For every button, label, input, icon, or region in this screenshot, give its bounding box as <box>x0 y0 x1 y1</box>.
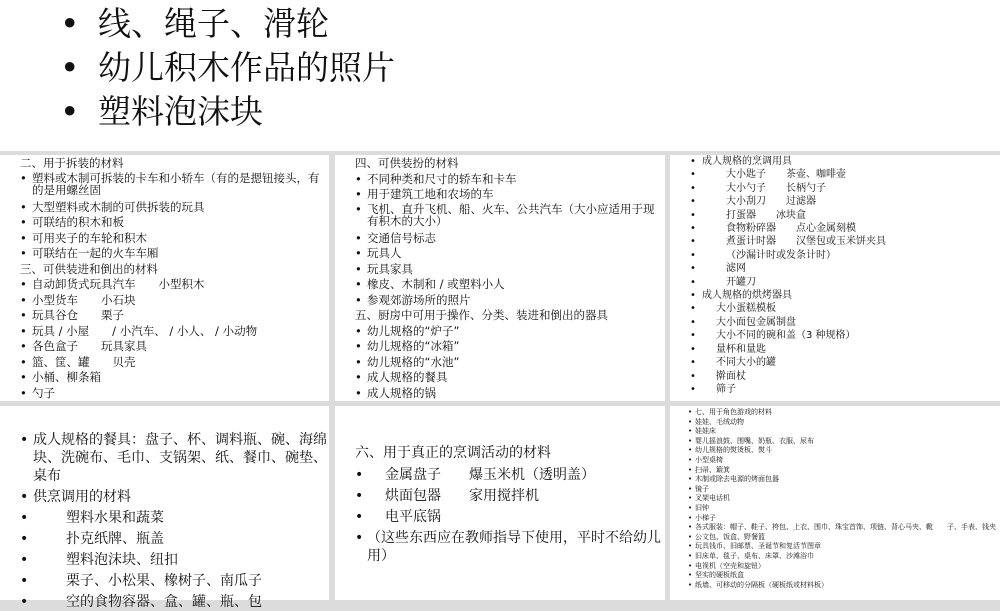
list-item: • 飞机、直升飞机、船、火车、公共汽车（大小应适用于现有积木的大小） <box>335 203 665 228</box>
list-item: • 自动卸货式玩具汽车 小型积木 <box>0 277 329 293</box>
list-item: • 成人规格的烹调用具 <box>670 155 1000 168</box>
bullet-list <box>0 0 1000 134</box>
list-item: • 幼儿积木作品的照片 <box>0 46 1000 90</box>
list-item: • 大型塑料或木制的可供拆装的玩具 <box>0 200 329 216</box>
list-item: • 篮、筐、罐 贝壳 <box>0 355 329 371</box>
list-item: • 滤网 <box>670 262 1000 275</box>
list-item: • 各色盒子 玩具家具 <box>0 339 329 355</box>
list-item: • 婴儿摇浪鼓、围嘴、奶瓶、衣服、尿布 <box>670 437 1000 447</box>
list-item: • 幼儿规格的“冰箱” <box>335 339 665 355</box>
list-item: • 打蛋器 冰块盒 <box>670 209 1000 222</box>
list-item: • 空的食物容器、盒、罐、瓶、包 <box>0 593 329 611</box>
list-item: • 不同种类和尺寸的轿车和卡车 <box>335 172 665 188</box>
list-item: • 勺子 <box>0 386 329 402</box>
list-item: • 玩具谷仓 栗子 <box>0 308 329 324</box>
bullet-list <box>670 155 1000 396</box>
bullet-list <box>0 155 329 401</box>
list-item: • 量杯和量匙 <box>670 343 1000 356</box>
list-item: • 塑料水果和蔬菜 <box>0 509 329 527</box>
list-item: • 煮蛋计时器 汉堡包或玉米饼夹具 <box>670 235 1000 248</box>
bullet-list <box>670 406 1000 590</box>
list-item: • 小型货车 小石块 <box>0 293 329 309</box>
list-item: • 旧钟 <box>670 504 1000 514</box>
section-heading: 三、可供装进和倒出的材料 <box>20 261 158 276</box>
list-item: • 玩具人 <box>335 246 665 262</box>
list-item: • 成人规格的餐具：盘子、杯、调料瓶、碗、海绵块、洗碗布、毛巾、支锅架、纸、餐巾、碗垫、桌布 <box>0 431 329 485</box>
list-item: • 大小不同的碗和盖（3 种规格） <box>670 329 1000 342</box>
list-item: • 玩具 / 小屋 / 小汽车、 / 小人、 / 小动物 <box>0 324 329 340</box>
list-item: • 不同大小的罐 <box>670 356 1000 369</box>
list-item: • 旧床单、毯子、桌布、床罩、沙滩浴巾 <box>670 552 1000 562</box>
list-item: • 烘面包器 家用搅拌机 <box>335 487 665 505</box>
list-item: • 成人规格的烘烤器具 <box>670 289 1000 302</box>
list-item: • 大小蛋糕模板 <box>670 302 1000 315</box>
list-item: • 扑克纸牌、瓶盖 <box>0 530 329 548</box>
list-item: • 食物粉碎器 点心金属刻模 <box>670 222 1000 235</box>
list-item: • 参观郊游场所的照片 <box>335 293 665 309</box>
list-item: • 电平底锅 <box>335 508 665 526</box>
list-item: • 大小刮刀 过滤器 <box>670 195 1000 208</box>
list-item: • 扫帚、簸箕 <box>670 466 1000 476</box>
list-item: • 公文包、饭盒、野餐篮 <box>670 533 1000 543</box>
slide-cooking-tools <box>670 155 1000 401</box>
list-item: • 线、绳子、滑轮 <box>0 2 1000 46</box>
list-item: • 幼儿规格的“水池” <box>335 355 665 371</box>
list-item: • （这些东西应在教师指导下使用，平时不给幼儿用） <box>335 529 665 565</box>
list-item: • 塑料泡沫块 <box>0 90 1000 134</box>
list-item: • 娃娃床 <box>670 427 1000 437</box>
list-item: • 塑料或木制可拆装的卡车和小轿车（有的是摁钮接头，有的是用螺丝固 <box>0 172 329 197</box>
slide-role-play <box>670 406 1000 600</box>
list-item: • （沙漏计时或发条计时） <box>670 249 1000 262</box>
list-item: • 交通信号标志 <box>335 231 665 247</box>
bullet-list <box>335 155 665 401</box>
list-item: • 大小匙子 茶壶、咖啡壶 <box>670 168 1000 181</box>
section-heading: 二、用于拆装的材料 <box>20 156 124 170</box>
bullet-list <box>335 406 665 565</box>
list-item: • 栗子、小松果、橡树子、南瓜子 <box>0 572 329 590</box>
list-item: • 玩具钱币、旧邮票、圣诞节和复活节图章 <box>670 542 1000 552</box>
list-item: • 橡皮、木制和 / 或塑料小人 <box>335 277 665 293</box>
list-item: • 金属盘子 爆玉米机（透明盖） <box>335 466 665 484</box>
slide-top <box>0 0 1000 151</box>
list-item: • 各式服装：帽子、鞋子、挎包、上衣、围巾、珠宝首饰、项链、背心马夹、靴 子、手表、钱夹 <box>670 523 1000 533</box>
list-item: • 小桶、柳条箱 <box>0 370 329 386</box>
section-heading: 五、厨房中可用于操作、分类、装进和倒出的器具 <box>355 308 608 322</box>
slide-pretend-materials <box>335 155 665 401</box>
section-heading: 四、可供装扮的材料 <box>355 156 459 170</box>
list-item: • 七、用于角色游戏的材料 <box>670 408 1000 418</box>
slide-tableware <box>0 406 329 610</box>
list-item: • 塑料泡沫块、纽扣 <box>0 551 329 569</box>
list-item: • 幼儿规格的熨烫板、熨斗 <box>670 446 1000 456</box>
slide-real-cooking <box>335 406 665 600</box>
list-item: • 纸墙、可移动的分隔板（硬板纸或材料板） <box>670 581 1000 591</box>
list-item: • 小梯子 <box>670 514 1000 524</box>
list-item: • 用于建筑工地和农场的车 <box>335 187 665 203</box>
slide-disassembly-materials <box>0 155 329 401</box>
bullet-list <box>0 406 329 611</box>
list-item: • 大小面包金属制盘 <box>670 316 1000 329</box>
section-heading: 六、用于真正的烹调活动的材料 <box>355 445 551 461</box>
list-item: • 可联结的积木和板 <box>0 215 329 231</box>
list-item: • 叉架电话机 <box>670 494 1000 504</box>
list-item: • 筛子 <box>670 383 1000 396</box>
list-item: • 木制或除去电源的烤面包器 <box>670 475 1000 485</box>
list-item: • 小型桌椅 <box>670 456 1000 466</box>
list-item: • 供烹调用的材料 <box>0 488 329 506</box>
list-item: • 娃娃、毛绒动物 <box>670 418 1000 428</box>
list-item: • 坚实的硬板纸盒 <box>670 571 1000 581</box>
list-item: • 电视机（空壳和旋钮） <box>670 562 1000 572</box>
list-item: • 大小勺子 长柄勺子 <box>670 182 1000 195</box>
list-item: • 开罐刀 <box>670 276 1000 289</box>
list-item: • 成人规格的锅 <box>335 386 665 402</box>
list-item: • 擀面杖 <box>670 370 1000 383</box>
list-item: • 镜子 <box>670 485 1000 495</box>
list-item: • 可用夹子的车轮和积木 <box>0 231 329 247</box>
list-item: • 玩具家具 <box>335 262 665 278</box>
list-item: • 成人规格的餐具 <box>335 370 665 386</box>
list-item: • 可联结在一起的火车车厢 <box>0 246 329 262</box>
list-item: • 幼儿规格的“炉子” <box>335 324 665 340</box>
